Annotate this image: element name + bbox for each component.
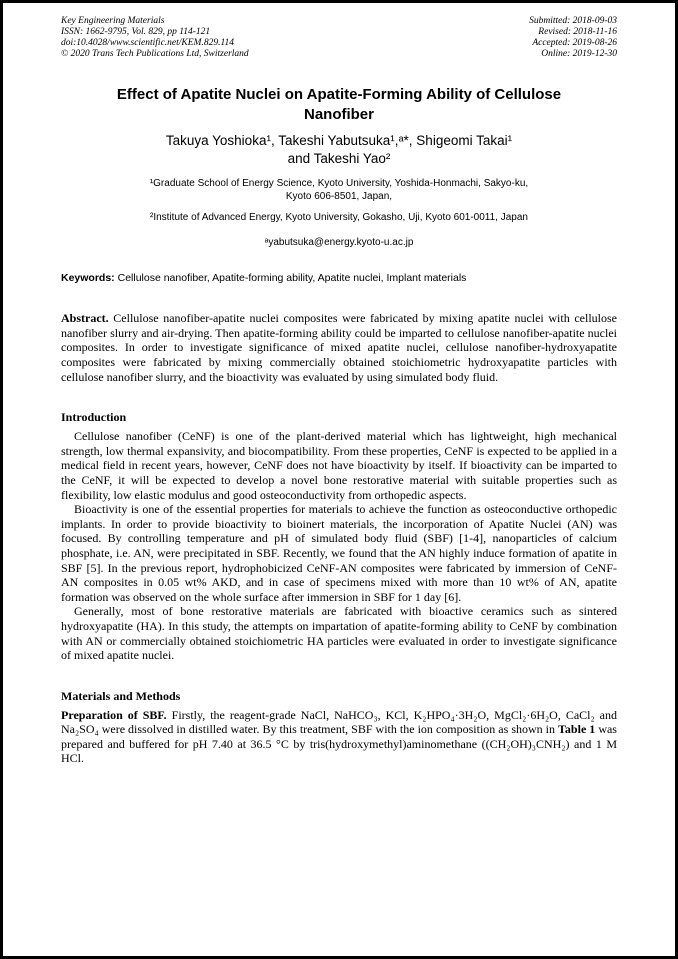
methods-paragraph-lead: Preparation of SBF. [61, 707, 167, 722]
journal-info-block [61, 16, 249, 60]
publication-header [61, 16, 617, 60]
keywords-line [61, 272, 617, 286]
introduction-paragraph-3: Generally, most of bone restorative materials are fabricated with bioactive ceramics such as sintered hydroxyapatite (HA). In this study, the attempts on impartation of apatite-forming ability to CeNF by combination with AN or commercially obtained stoichiometric HA particles were evaluated in order to investigate significance of mixed apatite nuclei. [61, 604, 617, 663]
authors-line-2: and Takeshi Yao² [287, 150, 391, 166]
affiliations-block [61, 178, 617, 225]
doi-line: doi:10.4028/www.scientific.net/KEM.829.114 [61, 38, 235, 48]
online-date: Online: 2019-12-30 [541, 49, 617, 59]
introduction-paragraph-1: Cellulose nanofiber (CeNF) is one of the plant-derived material which has lightweight, high mechanical strength, low thermal expansivity, and biocompatibility. From these properties, CeNF is expected to be applied in a medical field in recent years, however, CeNF does not have bioactivity by itself. If bioactivity can be imparted to the CeNF, it will be expected to develop a novel bone restorative material with suitable properties such as flexibility, low elastic modulus and good osteoconductivity from orthopedic aspects. [61, 429, 617, 502]
introduction-paragraph-2: Bioactivity is one of the essential properties for materials to achieve the function as osteoconductive orthopedic implants. In order to provide bioactivity to bioinert materials, the incorporation of Apatite Nuclei (AN) was focused. By controlling temperature and pH of simulated body fluid (SBF) [1-4], nanoparticles of calcium phosphate, i.e. AN, were precipitated in SBF. Recently, we found that the AN highly induce formation of apatite in SBF [5]. In the previous report, hydrophobicized CeNF-AN composites were fabricated by immersion of CeNF-AN composites in 0.05 wt% AKD, and in case of specimens mixed with more than 10 wt% of AN, apatite formation was observed on the whole surface after immersion in SBF for 1 day [6]. [61, 502, 617, 604]
abstract-paragraph [61, 311, 617, 384]
submission-dates-block [529, 16, 617, 60]
section-heading-methods: Materials and Methods [61, 688, 181, 703]
authors-line-1: Takuya Yoshioka¹, Takeshi Yabutsuka¹,ᵃ*, Shigeomi Takai¹ [165, 133, 513, 148]
methods-paragraph-1 [61, 708, 617, 766]
revised-date: Revised: 2018-11-16 [538, 27, 617, 37]
affiliation-1: ¹Graduate School of Energy Science, Kyoto University, Yoshida-Honmachi, Sakyo-ku, Kyoto 606-8501, Japan, [149, 178, 529, 202]
table-1-reference: Table 1 [558, 722, 596, 737]
submitted-date: Submitted: 2018-09-03 [529, 16, 617, 26]
abstract-text: Cellulose nanofiber-apatite nuclei composites were fabricated by mixing apatite nuclei with cellulose nanofiber slurry and air-drying. Then apatite-forming ability could be imparted to cellulose nanofiber-apatite nuclei composites. In order to investigate significance of mixed apatite nuclei, cellulose nanofiber-hydroxyapatite composites were fabricated by mixing commercially obtained stoichiometric hydroxyapatite particles with cellulose nanofiber slurry, and the bioactivity was evaluated by using simulated body fluid. [61, 311, 617, 384]
methods-paragraph-text-2: was prepared and buffered for pH 7.40 at 36.5 °C by tris(hydroxymethyl)aminomethane ((CH₂OH)₃CNH₂) and 1 M HCl. [61, 722, 617, 766]
journal-name: Key Engineering Materials [61, 16, 165, 26]
paper-title: Effect of Apatite Nuclei on Apatite-Forming Ability of Cellulose Nanofiber [116, 86, 562, 123]
copyright-line: © 2020 Trans Tech Publications Ltd, Switzerland [61, 49, 249, 59]
corresponding-email: ᵃyabutsuka@energy.kyoto-u.ac.jp [264, 236, 414, 248]
affiliation-2: ²Institute of Advanced Energy, Kyoto University, Gokasho, Uji, Kyoto 601-0011, Japan [150, 212, 528, 224]
section-heading-introduction: Introduction [61, 410, 127, 425]
authors-block [61, 132, 617, 167]
keywords-text: Cellulose nanofiber, Apatite-forming ability, Apatite nuclei, Implant materials [114, 271, 467, 284]
abstract-label: Abstract. [61, 311, 109, 326]
accepted-date: Accepted: 2019-08-26 [532, 38, 617, 48]
methods-paragraph-text-1: Firstly, the reagent-grade NaCl, NaHCO₃, KCl, K₂HPO₄·3H₂O, MgCl₂·6H₂O, CaCl₂ and Na₂SO₄ were dissolved in distilled water. By this treatment, SBF with the ion composition as shown in [61, 707, 618, 737]
issn-volume-line: ISSN: 1662-9795, Vol. 829, pp 114-121 [61, 27, 211, 37]
keywords-label: Keywords: [61, 271, 115, 284]
